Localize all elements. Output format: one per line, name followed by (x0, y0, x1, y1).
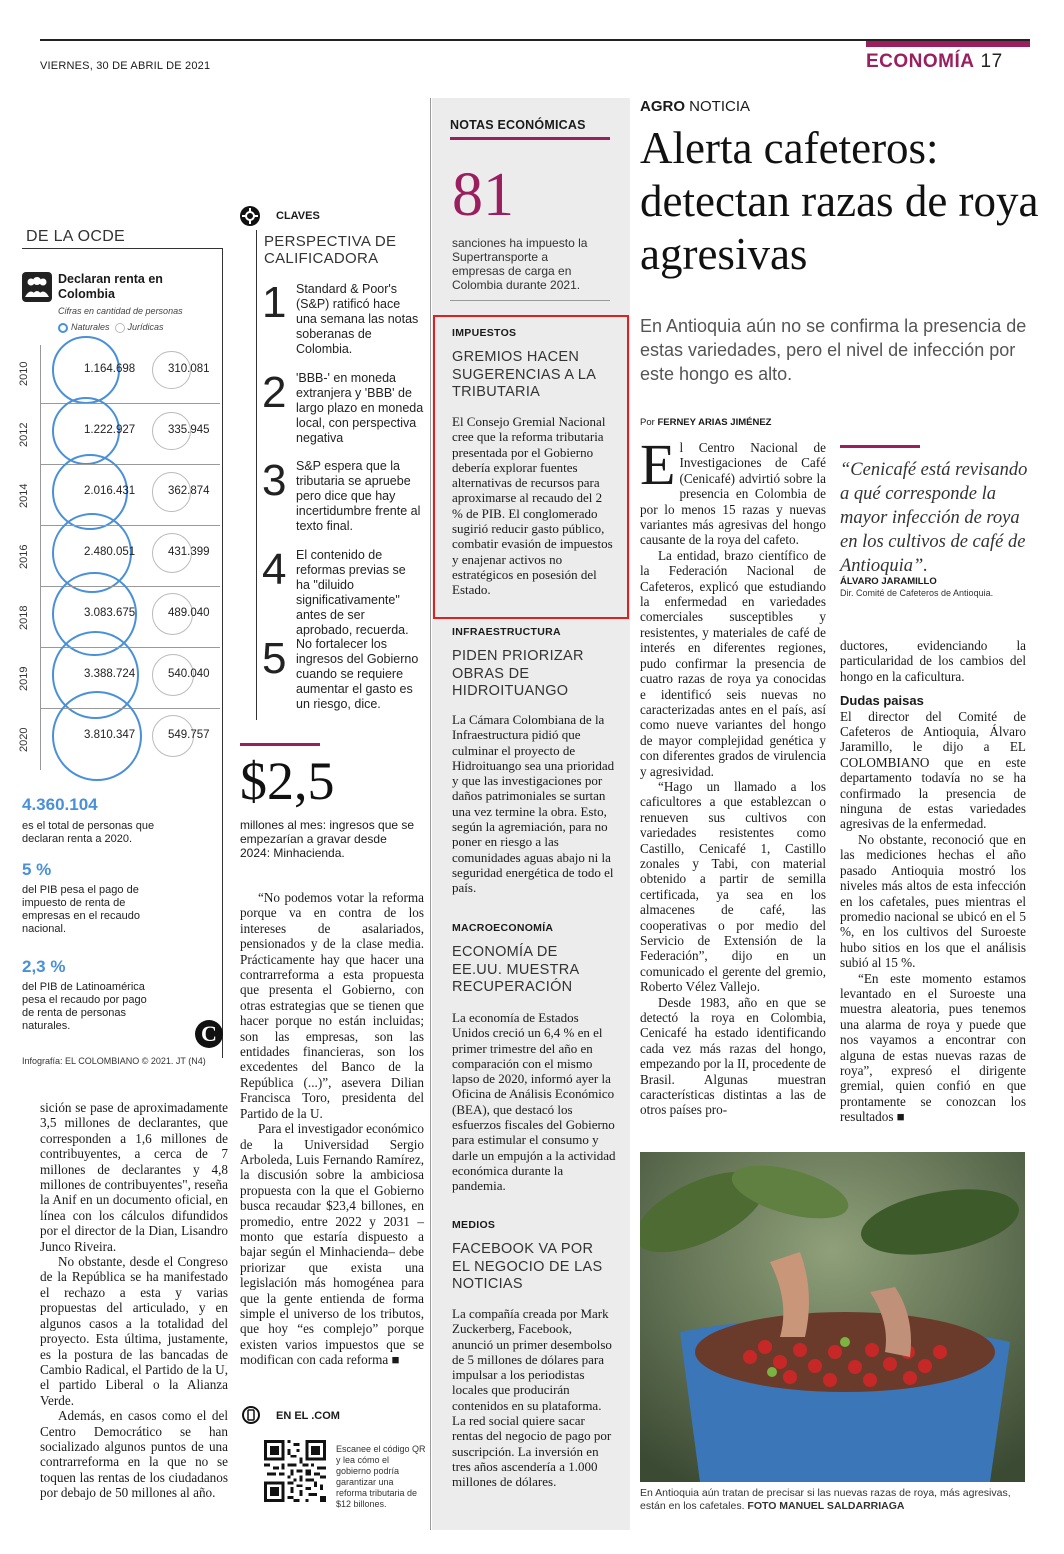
year-label: 2012 (18, 422, 30, 447)
notas-accent-bar (450, 137, 610, 140)
clave-number: 1 (262, 278, 287, 327)
juridicas-value: 335.945 (168, 424, 210, 436)
main-column-2 (840, 638, 1026, 1125)
clave-number: 4 (262, 545, 287, 594)
nota-label: MACROECONOMÍA (452, 922, 554, 934)
claves-title: PERSPECTIVA DE CALIFICADORA (264, 233, 397, 267)
article-column-1 (40, 1100, 228, 1501)
infographic-credit: Infografía: EL COLOMBIANO © 2021. JT (N4) (22, 1056, 206, 1066)
key-icon (240, 206, 260, 226)
year-label: 2016 (18, 544, 30, 569)
legend-naturales-swatch (58, 323, 68, 333)
stat-value: 5 % (22, 860, 52, 879)
article-paragraph: El director del Comité de Cafeteros de Antioquia, Álvaro Jaramillo, le dijo a EL COLOMBIANO que en este departamento todavía no se ha confirmado la presencia de ninguna de estas variedades agresivas de la enfermedad. (840, 708, 1026, 832)
year-label: 2010 (18, 361, 30, 386)
nota-headline[interactable]: PIDEN PRIORIZAR OBRAS DE HIDROITUANGO (452, 648, 584, 699)
stat-text: es el total de personas que declaran renta a 2020. (22, 820, 155, 845)
article-paragraph: No obstante, reconoció que en las mediciones hechas el año pasado Antioquia mostró los niveles más altos de esta infección en los cafetales, pues mientras el promedio nacional se ubicó en el 5 %, en los cultivos del Suroeste hubo sitios en los que el análisis subió al 15 %. (840, 831, 1026, 971)
juridicas-value: 310.081 (168, 363, 210, 375)
money-text: millones al mes: ingresos que se empezarían a gravar desde 2024: Minhacienda. (240, 818, 415, 860)
enel-text: Escanee el código QR y lea cómo el gobierno podría garantizar una reforma tributaria de $12 billones. (336, 1444, 426, 1509)
nota-body: La economía de Estados Unidos creció un 6,4 % en el primer trimestre del año en comparación con el mismo lapso de 2020, informó ayer la Oficina de Análisis Económico (BEA), que destacó los esfuerzos fiscales del Gobierno para estimular el consumo y darle un empujón a la actividad económica durante la pandemia. (452, 1010, 616, 1194)
clave-text: El contenido de reformas previas se ha "diluido significativamente" antes de ser aprobado, recuerda. (296, 548, 409, 637)
chart-subtitle: Cifras en cantidad de personas (58, 306, 183, 316)
quote-author: ÁLVARO JARAMILLO (840, 576, 937, 587)
claves-label: CLAVES (276, 210, 320, 222)
claves-divider (256, 230, 257, 720)
article-paragraph: sición se pase de aproximadamente 3,5 millones de declarantes, que corresponden a 1,6 millones de contribuyentes, a cerca de 7 millones de declarantes y 4,8 millones de contribuyentes", reseña la Anif en un documento oficial, en línea con los cálculos difundidos por el director de la Dian, Lisandro Junco Riveira. (40, 1100, 228, 1254)
notas-big-number: 81 (452, 161, 514, 229)
clave-number: 5 (262, 634, 287, 683)
naturales-value: 1.222.927 (84, 424, 136, 436)
quote-role: Dir. Comité de Cafeteros de Antioquia. (840, 588, 994, 598)
byline (640, 417, 771, 428)
article-paragraph: “No podemos votar la reforma porque va en contra de los intereses de asalariados, pensionados y de la clase media. Prácticamente hay que hacer una contrarreforma a esta propuesta que presenta el Gobierno, con otras estrategias que se tienen que hacer porque no están incluidas; son las empresas, son las entidades financieras, son los excedentes del Banco de la República (...)”, asevera Dilian Francisca Toro, presidenta del Partido de la U. (240, 890, 424, 1121)
naturales-value: 1.164.698 (84, 363, 136, 375)
nota-body: El Consejo Gremial Nacional cree que la reforma tributaria presentada por el Gobierno debería explorar fuentes alternativas de recursos para aproximarse al recaudo del 2 % de PIB. El conglomerado sugirió reducir gasto público, combatir evasión de impuestos y enajenar activos no estratégicos en posesión del Estado. (452, 414, 613, 598)
year-label: 2018 (18, 605, 30, 630)
qr-code-icon[interactable] (264, 1440, 326, 1502)
dropcap: E (640, 432, 676, 497)
main-column-1 (640, 432, 826, 1118)
juridicas-value: 431.399 (168, 546, 210, 558)
quote-accent-bar (840, 445, 920, 448)
pull-quote: “Cenicafé está revisando a qué corresponde la mayor infección de roya en los cultivos de café de Antioquia”. (840, 460, 1028, 576)
byline-prefix: Por (640, 417, 655, 428)
nota-body: La compañía creada por Mark Zuckerberg, Facebook, anunció un primer desembolso de 5 millones de dólares para impulsar a los periodistas locales que producirán contenidos en su plataforma. La red social quiere sacar rentas del negocio de pago por suscripción. La inversión en tres años ascendería a 1.000 millones de dólares. (452, 1306, 612, 1490)
article-paragraph: No obstante, desde el Congreso de la República se ha manifestado el rechazo a esta y varias propuestas del articulado, y en algunos casos a la totalidad del proyecto. Esta última, justamente, es la postura de las bancadas de Cambio Radical, el Partido de la U, el partido Liberal o la Alianza Verde. (40, 1254, 228, 1408)
clave-text: S&P espera que la tributaria se apruebe pero dice que hay incertidumbre frente al texto final. (296, 459, 421, 533)
kicker (640, 98, 750, 115)
notas-title: NOTAS ECONÓMICAS (450, 118, 586, 132)
deck: En Antioquia aún no se confirma la presencia de estas variedades, pero el nivel de infección por este hongo es alto. (640, 316, 1027, 384)
notas-divider (430, 98, 431, 1530)
coffee-photo[interactable] (640, 1152, 1025, 1482)
naturales-value: 2.016.431 (84, 485, 136, 497)
stat-value: 4.360.104 (22, 795, 98, 814)
page-number: 17 (980, 51, 1003, 72)
infographic-divider (222, 248, 223, 1058)
naturales-value: 3.083.675 (84, 607, 136, 619)
chart-axis (40, 345, 41, 770)
clave-text: 'BBB-' en moneda extranjera y 'BBB' de largo plazo en moneda local, con perspectiva negativa (296, 371, 424, 445)
article-paragraph (640, 432, 826, 548)
article-paragraph: “En este momento estamos levantado en el Suroeste una muestra aleatoria, pues tenemos una alarma de roya y puede que nos vayamos a encontrar con alguna de estas nuevas razas de roya”, expresó el dirigente gremial, quien confió en que prontamente se conozcan los resultados ■ (840, 970, 1026, 1125)
infographic-rule (22, 248, 222, 249)
byline-author[interactable]: FERNEY ARIAS JIMÉNEZ (657, 417, 772, 428)
article-paragraph: La entidad, brazo científico de la Federación Nacional de Cafeteros, explicó que estudiando la enfermedad en variedades comerciales susceptibles y resistentes, y materiales de café de interés en diferentes regiones, pudo confirmar la presencia de cuatro razas de roya ya conocidas e identificó seis nuevas no caracterizadas antes en el país, así como nueve variantes del hongo de mayor complejidad genética y con diferentes grados de virulencia y agresividad. (640, 547, 826, 779)
legend-naturales: Naturales (71, 322, 110, 332)
enel-label: EN EL .COM (276, 1410, 340, 1422)
notas-big-text: sanciones ha impuesto la Supertransporte a empresas de carga en Colombia durante 2021. (452, 236, 588, 292)
juridicas-value: 549.757 (168, 729, 210, 741)
nota-headline[interactable]: FACEBOOK VA POR EL NEGOCIO DE LAS NOTICIAS (452, 1241, 603, 1292)
clave-text: Standard & Poor's (S&P) ratificó hace una semana las notas soberanas de Colombia. (296, 282, 419, 356)
nota-body: La Cámara Colombiana de la Infraestructura pidió que culminar el proyecto de Hidroituango sea una prioridad y que las investigaciones por daños patrimoniales se surtan una vez termine la obra. Esto, según la agremiación, para no poner en riesgo a las comunidades aguas abajo ni la seguridad energética de todo el país. (452, 712, 615, 896)
stat-value: 2,3 % (22, 957, 66, 976)
kicker-bold: AGRO (640, 98, 685, 115)
edition-date: VIERNES, 30 DE ABRIL DE 2021 (40, 60, 211, 72)
naturales-value: 2.480.051 (84, 546, 136, 558)
nota-label: IMPUESTOS (452, 327, 517, 339)
chart-title: Declaran renta en Colombia (58, 272, 163, 301)
year-label: 2019 (18, 666, 30, 691)
nota-headline[interactable]: ECONOMÍA DE EE.UU. MUESTRA RECUPERACIÓN (452, 944, 579, 995)
infographic-title: DE LA OCDE (26, 228, 126, 245)
year-label: 2020 (18, 727, 30, 752)
headline[interactable]: Alerta cafeteros: detectan razas de roya agresivas (640, 123, 1039, 279)
photo-caption-text: En Antioquia aún tratan de precisar si las nuevas razas de roya, más agresivas, están en los cafetales. (640, 1487, 1011, 1512)
article-paragraph-text: l Centro Nacional de Investigaciones de Café (Cenicafé) advirtió sobre la presencia en Colombia de por lo menos 15 razas y nuevas variantes más agresivas del hongo causante de la roya del cafeto. (640, 440, 826, 548)
clave-number: 3 (262, 456, 287, 505)
clave-number: 2 (262, 368, 287, 417)
web-icon (242, 1406, 260, 1424)
nota-label: MEDIOS (452, 1219, 496, 1231)
people-icon (22, 272, 52, 302)
nota-label: INFRAESTRUCTURA (452, 626, 561, 638)
photo-credit: FOTO MANUEL SALDARRIAGA (747, 1500, 905, 1512)
article-paragraph: “Hago un llamado a los caficultores a que establezcan o renueven sus cultivos con variedades resistentes como Castillo, Cenicafé 1, Castillo zonales y Tabi, con material obtenido a partir de semilla certificada, ya sea en los almacenes de café, las cooperativas o por medio del Servicio de Extensión de la Federación”, dijo en un comunicado el gerente del gremio, Roberto Vélez Vallejo. (640, 778, 826, 995)
legend-juridicas: Jurídicas (127, 322, 164, 332)
photo-caption (640, 1487, 1030, 1513)
stat-text: del PIB pesa el pago de impuesto de renta de empresas en el recaudo nacional. (22, 884, 141, 935)
section-header (866, 41, 1030, 73)
nota-headline[interactable]: GREMIOS HACEN SUGERENCIAS A LA TRIBUTARIA (452, 349, 596, 400)
kicker-text: NOTICIA (689, 98, 751, 115)
el-colombiano-logo-icon: C (195, 1020, 223, 1048)
article-paragraph: Para el investigador económico de la Universidad Sergio Arboleda, Luis Fernando Ramírez, la discusión sobre la ambiciosa propuesta con la que el Gobierno busca recaudar $23,4 billones, en promedio, entre 2022 y 2031 –monto que estaría dispuesto a bajar según el Minhacienda– debe priorizar que exista una legislación más homogénea para que la gente entienda de forma simple el universo de los tributos, que hoy “es complejo” porque existen varios impuestos que se modifican con cada reforma ■ (240, 1121, 424, 1368)
chart-legend (58, 322, 164, 333)
article-paragraph: ductores, evidenciando la particularidad de los cambios del hongo en la caficultura. (840, 638, 1026, 684)
naturales-value: 3.810.347 (84, 729, 136, 741)
notas-separator (450, 300, 610, 301)
article-paragraph: Desde 1983, año en que se detectó la roya en Colombia, Cenicafé ha estado identificando cada vez más razas del hongo, empezando por la II, procedente de Brasil. Algunas muestran características distintas a las de otros países pro- (640, 994, 826, 1118)
legend-juridicas-swatch (115, 323, 125, 333)
money-figure: $2,5 (240, 751, 335, 811)
article-column-2 (240, 890, 424, 1368)
article-paragraph: Además, en casos como el del Centro Democrático se han socializado algunos puntos de una contrarreforma en la que no se toquen las rentas de los ciudadanos por debajo de 50 millones al año. (40, 1408, 228, 1501)
naturales-value: 3.388.724 (84, 668, 136, 680)
money-accent-bar (240, 743, 320, 746)
juridicas-value: 540.040 (168, 668, 210, 680)
juridicas-value: 362.874 (168, 485, 210, 497)
clave-text: No fortalecer los ingresos del Gobierno cuando se requiere aumentar el gasto es un riesgo, dice. (296, 637, 419, 711)
stat-text: del PIB de Latinoamérica pesa el recaudo por pago de renta de personas naturales. (22, 981, 147, 1032)
year-label: 2014 (18, 483, 30, 508)
juridicas-value: 489.040 (168, 607, 210, 619)
section-name[interactable]: ECONOMÍA (866, 51, 975, 72)
subhead: Dudas paisas (840, 693, 924, 709)
